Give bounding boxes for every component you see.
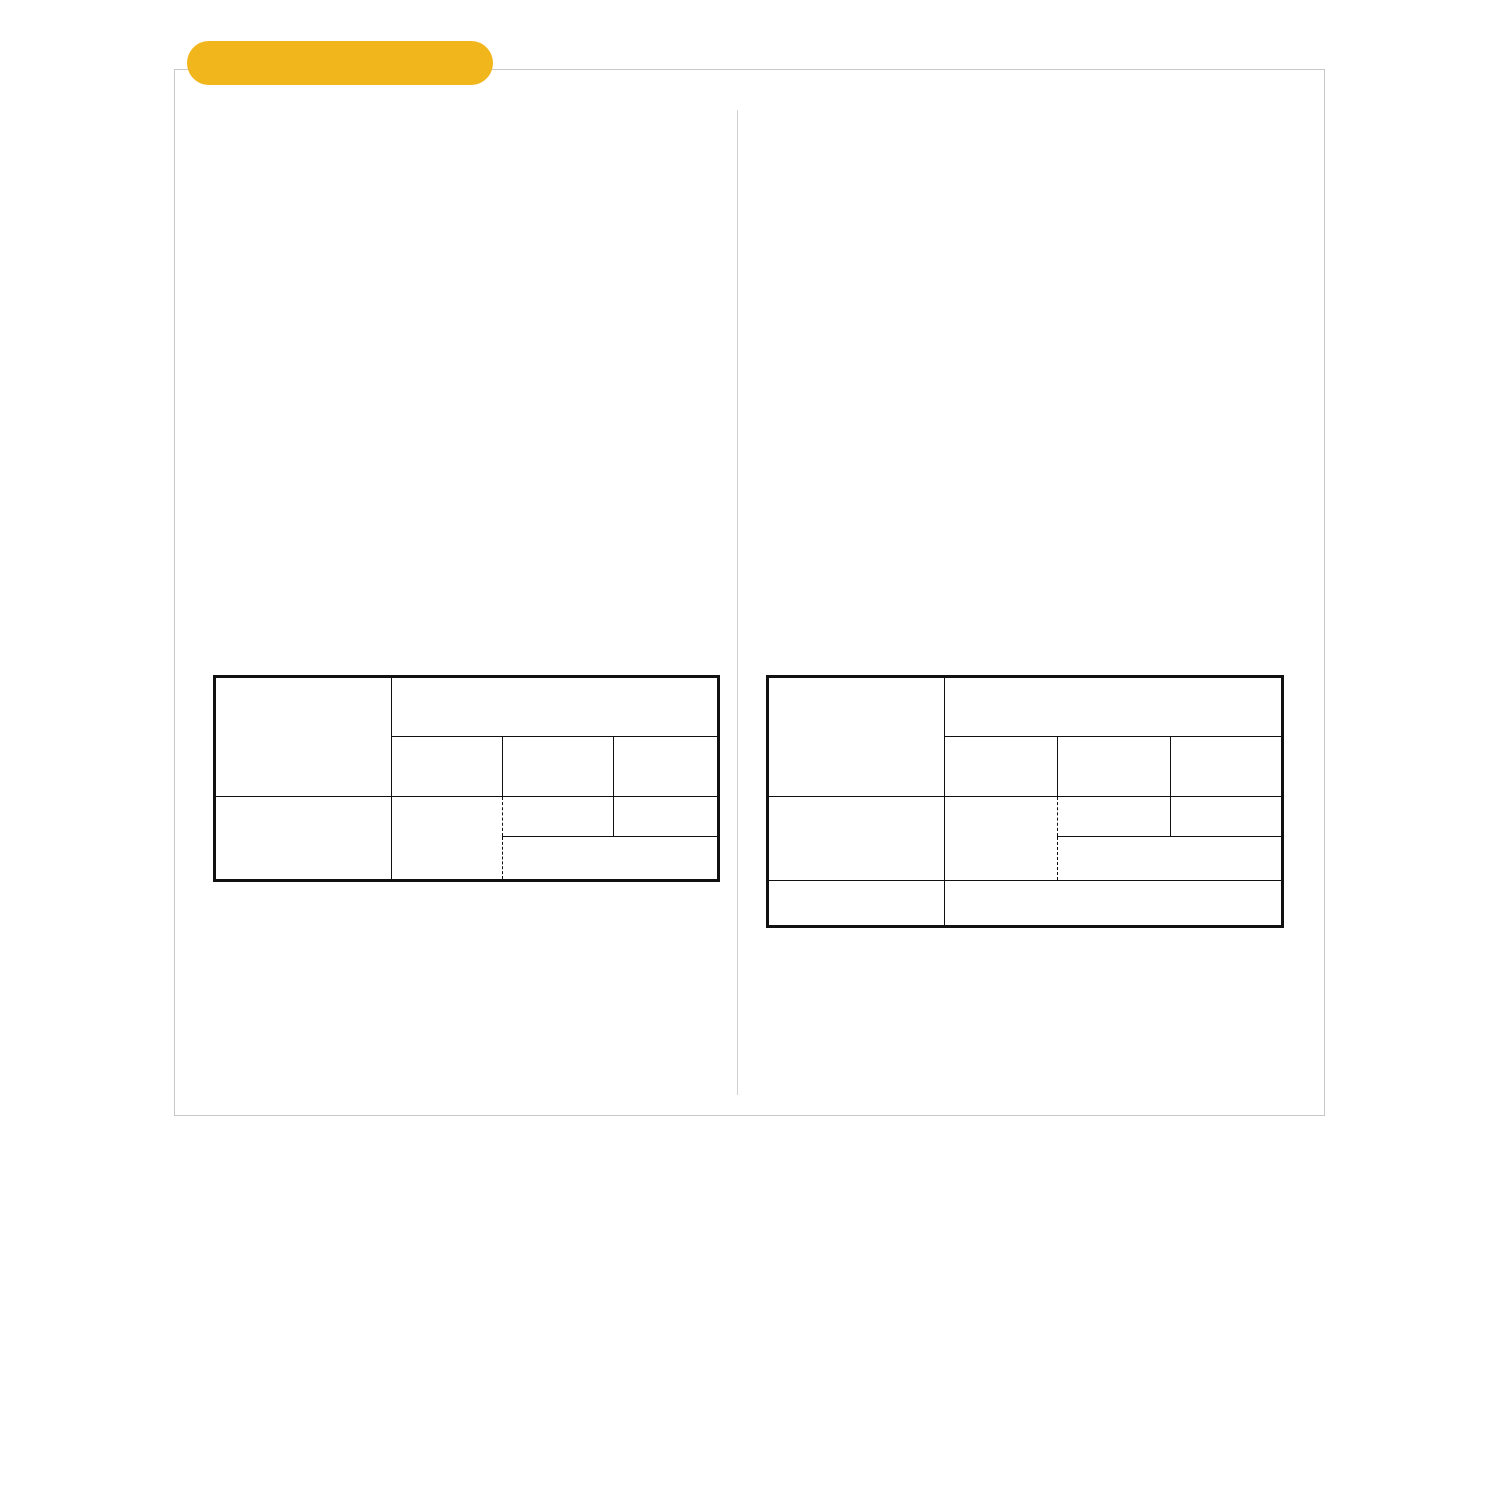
col-header-1 — [945, 737, 1058, 797]
chart-left — [200, 215, 720, 615]
results-table — [766, 675, 1284, 928]
panel-divider — [737, 110, 738, 1095]
col-header-2 — [503, 737, 614, 797]
row-label — [768, 797, 945, 881]
col-header-3 — [1171, 737, 1283, 797]
value-untreated — [503, 797, 614, 837]
value-inoculated — [945, 797, 1058, 881]
results-table — [213, 675, 720, 882]
table-header-main — [945, 677, 1283, 737]
col-header-3 — [614, 737, 719, 797]
col-header-2 — [1058, 737, 1171, 797]
value-treated — [614, 797, 719, 837]
table-corner — [215, 677, 392, 797]
table-header-main — [392, 677, 719, 737]
time-note — [1058, 837, 1283, 881]
value-treated — [1171, 797, 1283, 837]
row-label — [215, 797, 392, 881]
chart-svg — [200, 215, 720, 615]
section-tag — [187, 41, 493, 85]
chart-svg — [766, 217, 1286, 617]
table-corner — [768, 677, 945, 797]
chart-right — [766, 217, 1286, 617]
row2-value — [945, 881, 1283, 927]
time-note — [503, 837, 719, 881]
col-header-1 — [392, 737, 503, 797]
value-inoculated — [392, 797, 503, 881]
row2-label — [768, 881, 945, 927]
value-untreated — [1058, 797, 1171, 837]
